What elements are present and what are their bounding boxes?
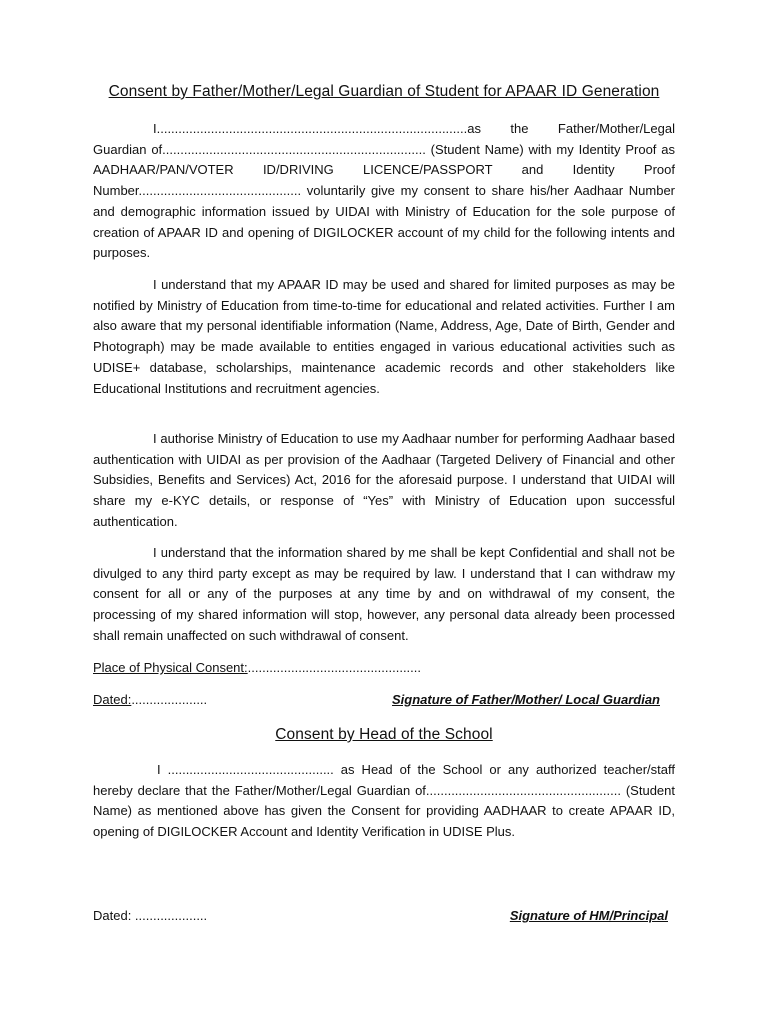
- guardian-signature-label: Signature of Father/Mother/ Local Guardian: [392, 692, 660, 707]
- school-consent-paragraph: I .............................................. as Head of the School or any authorized teacher/staff hereby declare that the Father/Mother/Legal Guardian of...................................................... (Student Name) as mentioned above has given the Consent for providing AADHAAR to create APAAR ID, opening of DIGILOCKER Account and Identity Verification in UDISE Plus.: [93, 762, 675, 840]
- school-section-title: Consent by Head of the School: [275, 726, 493, 743]
- form-title: Consent by Father/Mother/Legal Guardian of Student for APAAR ID Generation: [108, 83, 660, 100]
- consent-paragraph-3: I authorise Ministry of Education to use my Aadhaar number for performing Aadhaar based authentication with UIDAI as per provision of the Aadhaar (Targeted Delivery of Financial and other Subsidies, Benefits and Services) Act, 2016 for the aforesaid purpose. I understand that UIDAI will share my e-KYC details, or response of “Yes” with Ministry of Education upon successful authentication.: [93, 431, 675, 529]
- consent-paragraph-2: I understand that my APAAR ID may be used and shared for limited purposes as may be notified by Ministry of Education from time-to-time for educational and related activities. Further I am also aware that my personal identifiable information (Name, Address, Age, Date of Birth, Gender and Photograph) may be made available to entities engaged in various educational activities such as UDISE+ database, scholarships, maintenance academic records and other stakeholders like Educational Institutions and recruitment agencies.: [93, 277, 675, 396]
- place-of-consent: [93, 659, 421, 677]
- place-label: Place of Physical Consent:: [93, 660, 248, 675]
- school-dated: Dated: ....................: [93, 908, 208, 923]
- dated-blank: .....................: [131, 692, 208, 707]
- place-blank: ................................................: [247, 660, 422, 675]
- consent-paragraph-4: I understand that the information shared by me shall be kept Confidential and shall not be divulged to any third party except as may be required by law. I understand that I can withdraw my consent for all or any of the purposes at any time by and on withdrawal of my consent, the processing of my shared information will stop, however, any personal data already been processed shall remain unaffected on such withdrawal of consent.: [93, 545, 675, 643]
- principal-signature-label: Signature of HM/Principal: [509, 908, 668, 923]
- consent-paragraph-1: I......................................................................................as the Father/Mother/Legal Guardian of......................................................................... (Student Name) with my Identity Proof as AADHAAR/PAN/VOTER ID/DRIVING LICENCE/PASSPORT and Identity Proof Number............................................. voluntarily give my consent to share his/her Aadhaar Number and demographic information issued by UIDAI with Ministry of Education for the sole purpose of creation of APAAR ID and opening of DIGILOCKER account of my child for the following intents and purposes.: [93, 121, 675, 261]
- guardian-dated: [93, 691, 207, 709]
- dated-label: Dated:: [93, 692, 132, 707]
